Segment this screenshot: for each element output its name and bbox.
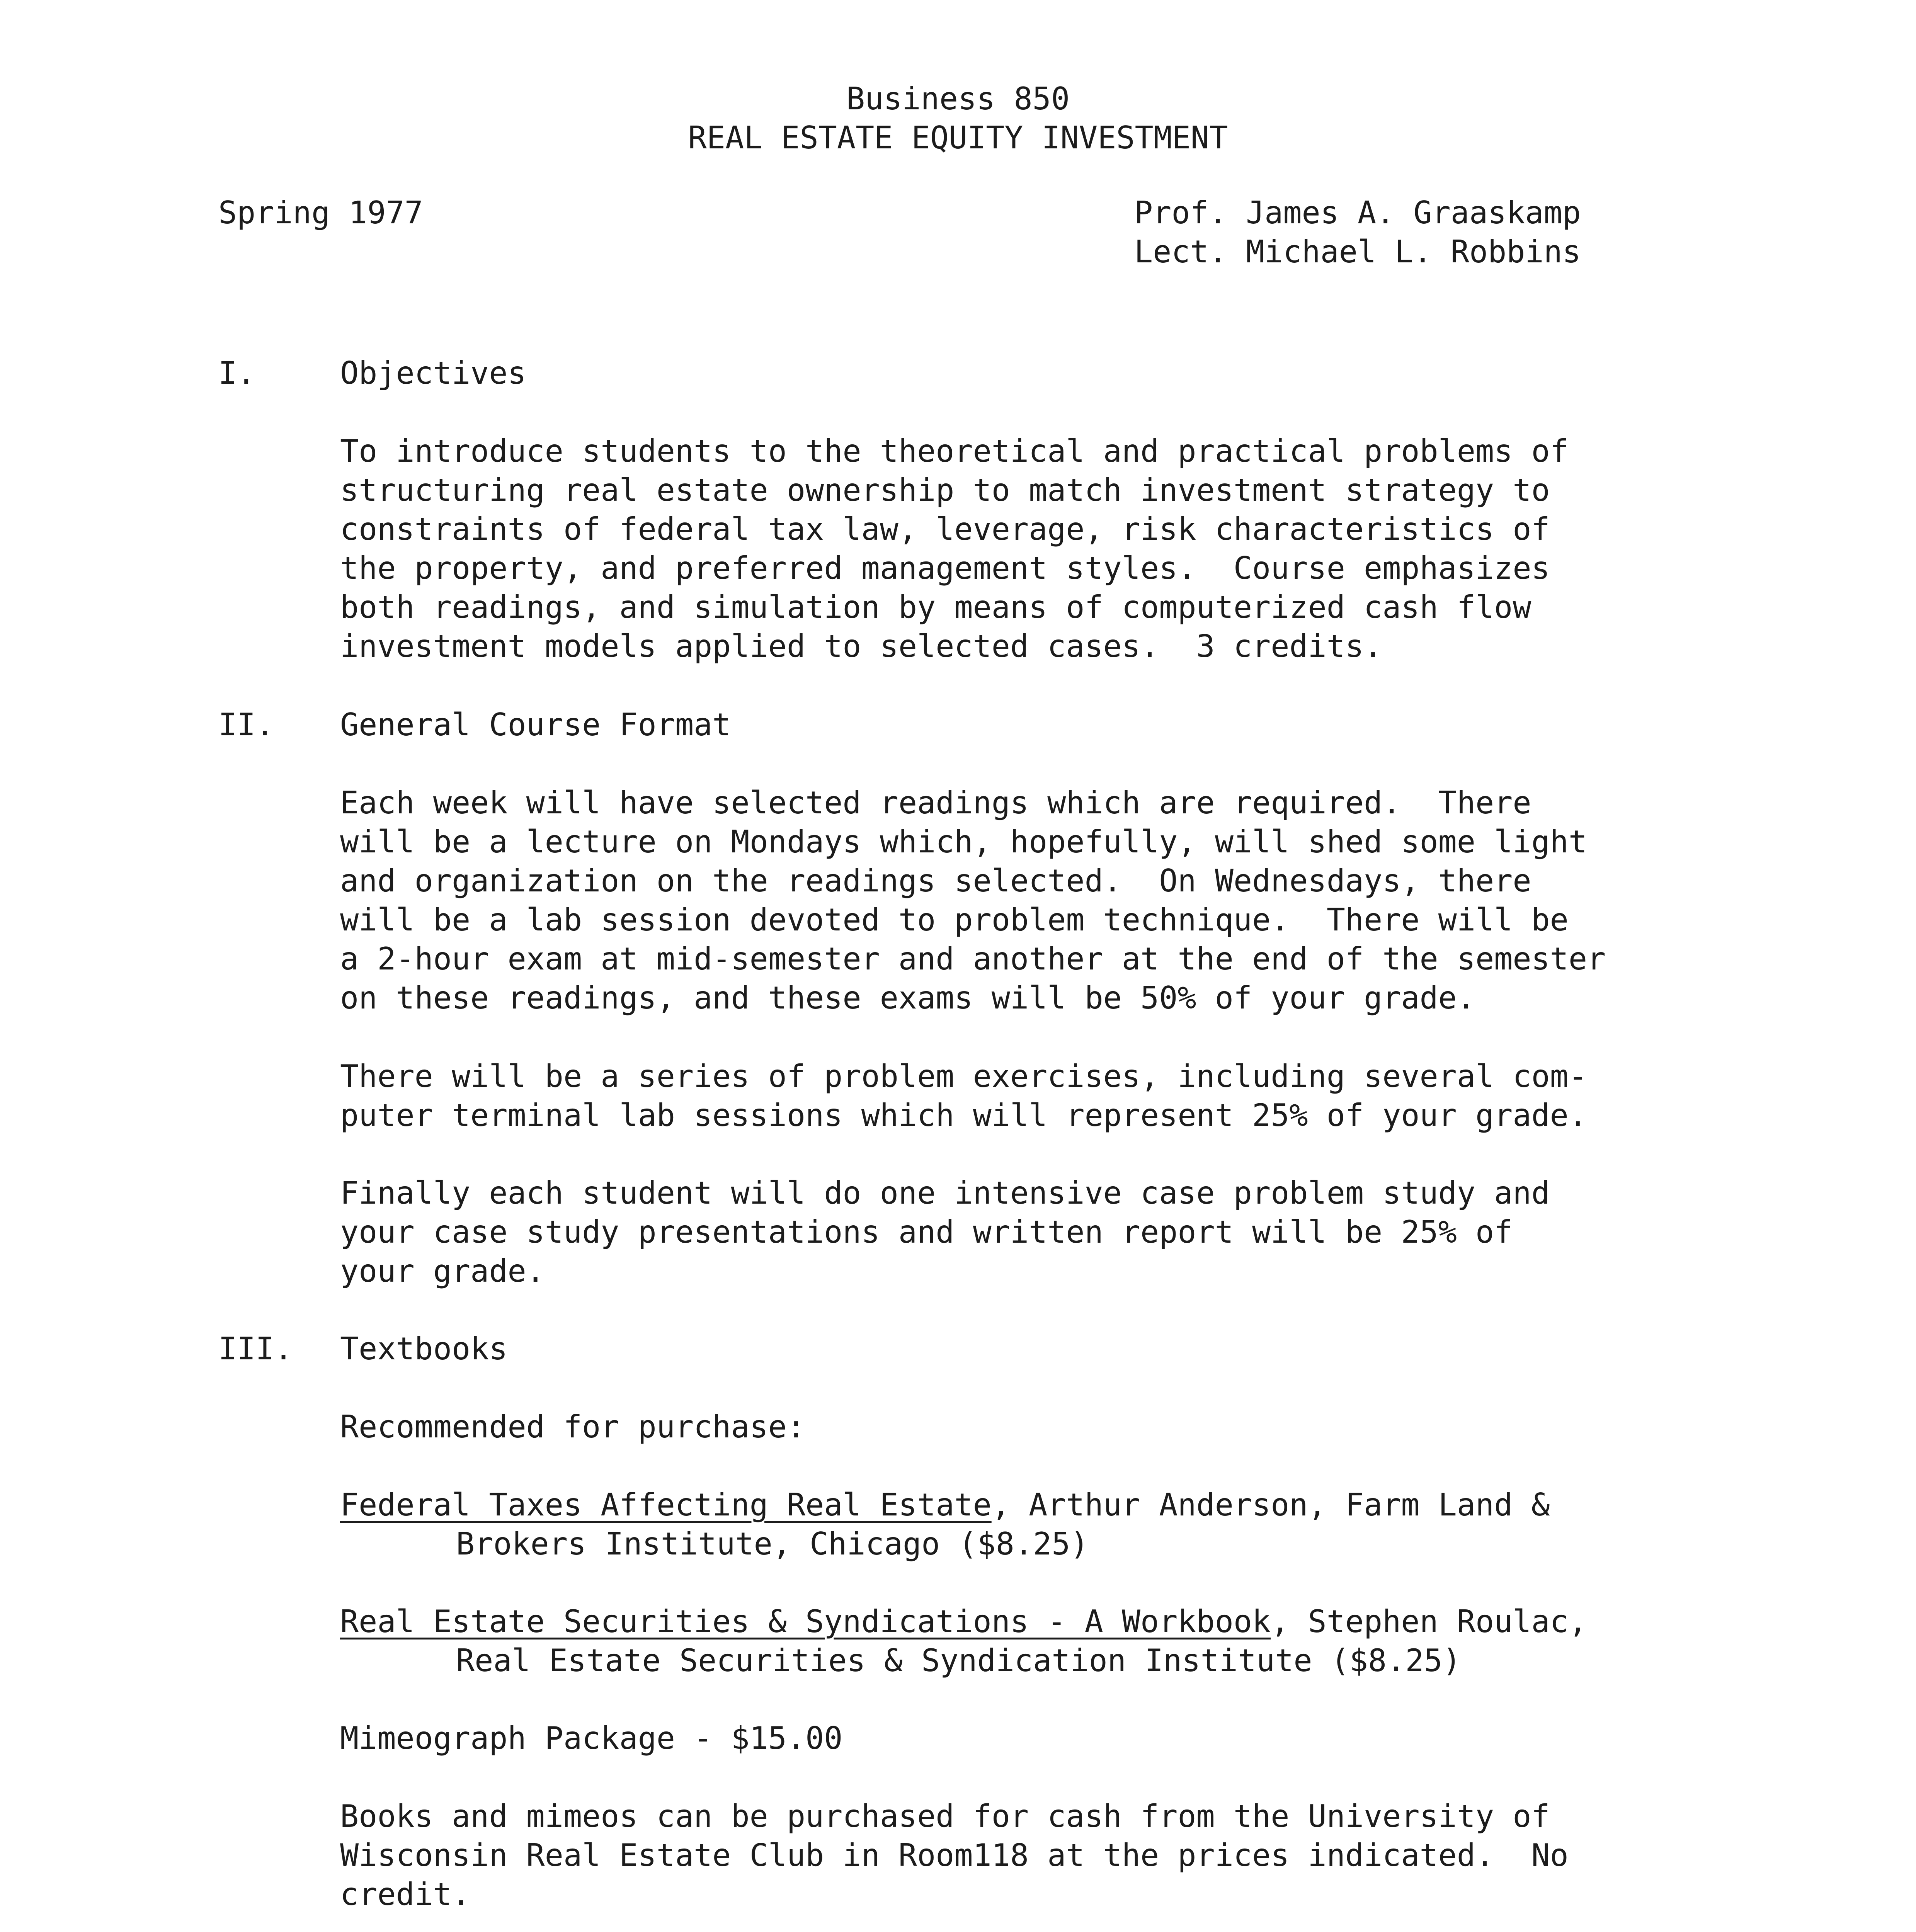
textbook-2-line-1	[340, 1602, 1731, 1641]
textbook-1-line-2: Brokers Institute, Chicago ($8.25)	[456, 1526, 1089, 1562]
course-title: REAL ESTATE EQUITY INVESTMENT	[688, 120, 1228, 156]
paragraph-line: To introduce students to the theoretical and practical problems of	[340, 433, 1569, 469]
section-2-paragraph-3	[340, 1173, 1731, 1291]
textbook-1-title: Federal Taxes Affecting Real Estate	[340, 1487, 992, 1523]
paragraph-line: Books and mimeos can be purchased for cash from the University of	[340, 1798, 1550, 1834]
section-2-heading: General Course Format	[340, 707, 731, 743]
section-2-paragraph-1	[340, 783, 1731, 1017]
paragraph-line: constraints of federal tax law, leverage, risk characteristics of	[340, 511, 1550, 547]
textbook-1-publisher: , Arthur Anderson, Farm Land &	[991, 1487, 1550, 1523]
paragraph-line: a 2-hour exam at mid-semester and another at the end of the semester	[340, 941, 1606, 977]
paragraph-line: and organization on the readings selected. On Wednesdays, there	[340, 863, 1531, 899]
section-3-numeral: III.	[218, 1331, 293, 1367]
mimeograph-package: Mimeograph Package - $15.00	[340, 1720, 843, 1756]
textbook-1-line-1	[340, 1485, 1731, 1524]
textbook-1	[340, 1485, 1731, 1563]
paragraph-line: investment models applied to selected cases. 3 credits.	[340, 628, 1383, 664]
section-3-heading: Textbooks	[340, 1331, 508, 1367]
section-2-numeral: II.	[218, 707, 274, 743]
section-1-numeral: I.	[218, 355, 256, 391]
textbooks-intro: Recommended for purchase:	[340, 1409, 806, 1445]
paragraph-line: both readings, and simulation by means of computerized cash flow	[340, 589, 1531, 625]
paragraph-line: puter terminal lab sessions which will represent 25% of your grade.	[340, 1097, 1587, 1133]
paragraph-line: your grade.	[340, 1253, 545, 1289]
textbook-2-author: , Stephen Roulac,	[1271, 1604, 1587, 1639]
paragraph-line: your case study presentations and written report will be 25% of	[340, 1214, 1513, 1250]
paragraph-line: on these readings, and these exams will be 50% of your grade.	[340, 980, 1476, 1016]
section-1-paragraph	[340, 432, 1731, 666]
term: Spring 1977	[218, 195, 423, 231]
paragraph-line: structuring real estate ownership to match investment strategy to	[340, 472, 1550, 508]
textbook-2	[340, 1602, 1731, 1680]
section-2-paragraph-2	[340, 1057, 1731, 1135]
purchase-info	[340, 1797, 1731, 1914]
paragraph-line: the property, and preferred management styles. Course emphasizes	[340, 550, 1550, 586]
textbook-2-line-2: Real Estate Securities & Syndication Institute ($8.25)	[456, 1643, 1461, 1679]
paragraph-line: There will be a series of problem exercises, including several com-	[340, 1058, 1587, 1094]
paragraph-line: Wisconsin Real Estate Club in Room118 at the prices indicated. No	[340, 1837, 1569, 1873]
course-number: Business 850	[846, 81, 1070, 117]
textbook-2-title: Real Estate Securities & Syndications - A Workbook	[340, 1604, 1271, 1639]
section-1-heading: Objectives	[340, 355, 526, 391]
instructors	[1134, 193, 1581, 271]
paragraph-line: Each week will have selected readings which are required. There	[340, 785, 1531, 821]
paragraph-line: will be a lecture on Mondays which, hopefully, will shed some light	[340, 824, 1587, 860]
paragraph-line: Finally each student will do one intensive case problem study and	[340, 1175, 1550, 1211]
paragraph-line: will be a lab session devoted to problem technique. There will be	[340, 902, 1569, 938]
paragraph-line: credit.	[340, 1876, 471, 1912]
instructor-1: Prof. James A. Graaskamp	[1134, 195, 1581, 231]
instructor-2: Lect. Michael L. Robbins	[1134, 234, 1581, 270]
